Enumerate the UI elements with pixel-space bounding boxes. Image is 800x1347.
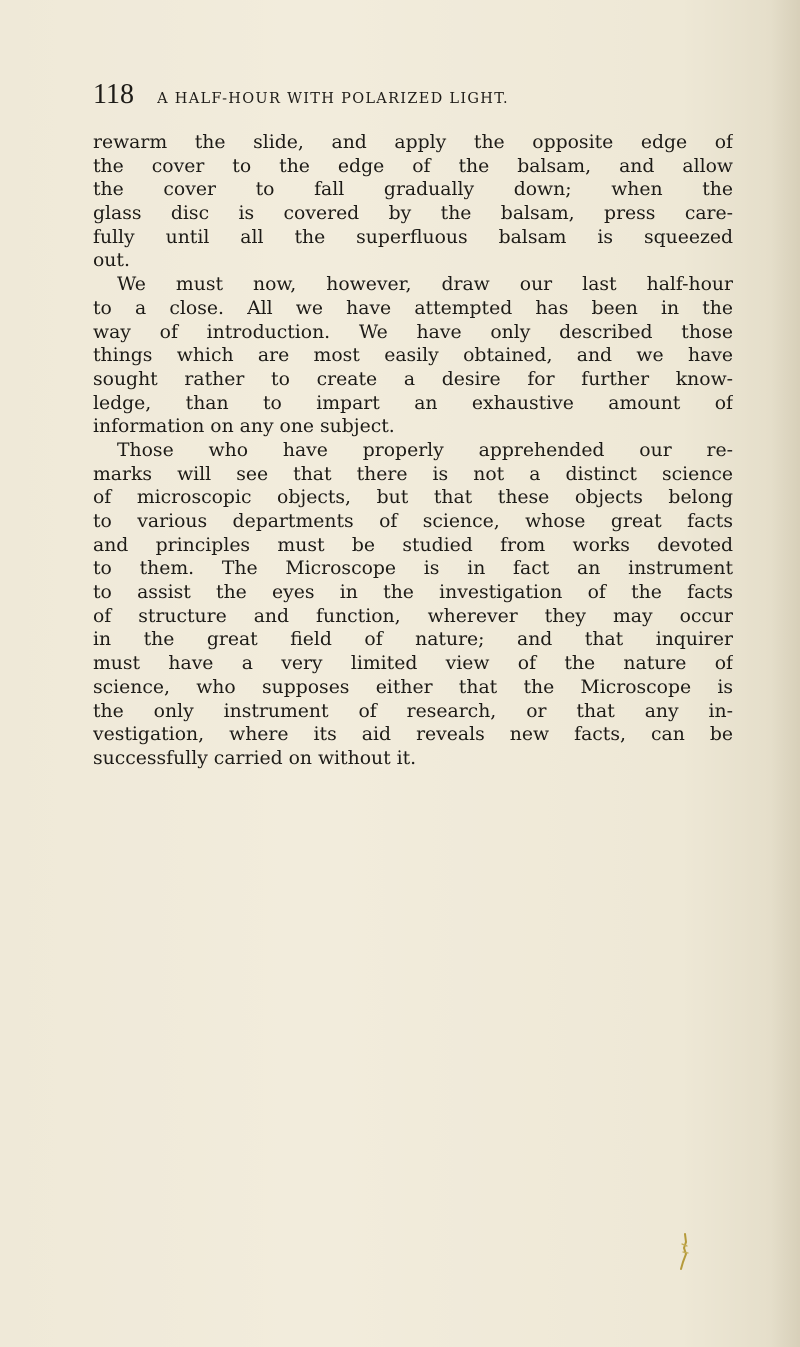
text-line: of microscopic objects, but that these objects belong (93, 487, 733, 509)
text-line: the cover to fall gradually down; when the (93, 179, 733, 201)
paragraph-1 (93, 131, 733, 273)
text-line: We must now, however, draw our last half-hour (117, 274, 733, 296)
text-line: way of introduction. We have only described those (93, 321, 733, 343)
text-line: marks will see that there is not a distinct science (93, 463, 733, 485)
text-line: ledge, than to impart an exhaustive amount of (93, 392, 733, 414)
running-head-title: A HALF-HOUR WITH POLARIZED LIGHT. (157, 91, 509, 107)
text-line: to assist the eyes in the investigation of the facts (93, 582, 733, 604)
text-line: information on any one subject. (93, 416, 395, 438)
text-line: successfully carried on without it. (93, 747, 417, 769)
paragraph-2 (93, 273, 733, 439)
text-line: glass disc is covered by the balsam, press care- (93, 203, 733, 225)
text-line: the cover to the edge of the balsam, and allow (93, 155, 733, 177)
text-line: sought rather to create a desire for further know- (93, 368, 733, 390)
body-text (93, 131, 733, 771)
text-line: must have a very limited view of the nature of (93, 653, 733, 675)
text-line: Those who have properly apprehended our re- (117, 439, 733, 461)
page-edge-shadow (770, 0, 800, 1347)
text-line: things which are most easily obtained, and we have (93, 345, 733, 367)
ink-mark-icon (676, 1232, 692, 1272)
text-line: and principles must be studied from works devoted (93, 534, 733, 556)
text-line: the only instrument of research, or that any in- (93, 700, 733, 722)
text-line: rewarm the slide, and apply the opposite edge of (93, 132, 733, 153)
page-number: 118 (93, 79, 134, 110)
text-line: fully until all the superfluous balsam is squeezed (93, 226, 733, 248)
running-head (93, 80, 693, 110)
text-line: out. (93, 250, 130, 272)
text-line: science, who supposes either that the Microscope is (93, 676, 733, 698)
text-line: to a close. All we have attempted has been in the (93, 297, 733, 319)
text-line: to them. The Microscope is in fact an instrument (93, 558, 733, 580)
text-line: to various departments of science, whose great facts (93, 511, 733, 532)
text-line: in the great field of nature; and that inquirer (93, 629, 733, 651)
text-line: of structure and function, wherever they may occur (93, 605, 733, 627)
text-line: vestigation, where its aid reveals new facts, can be (93, 724, 733, 746)
paragraph-3 (93, 439, 733, 771)
